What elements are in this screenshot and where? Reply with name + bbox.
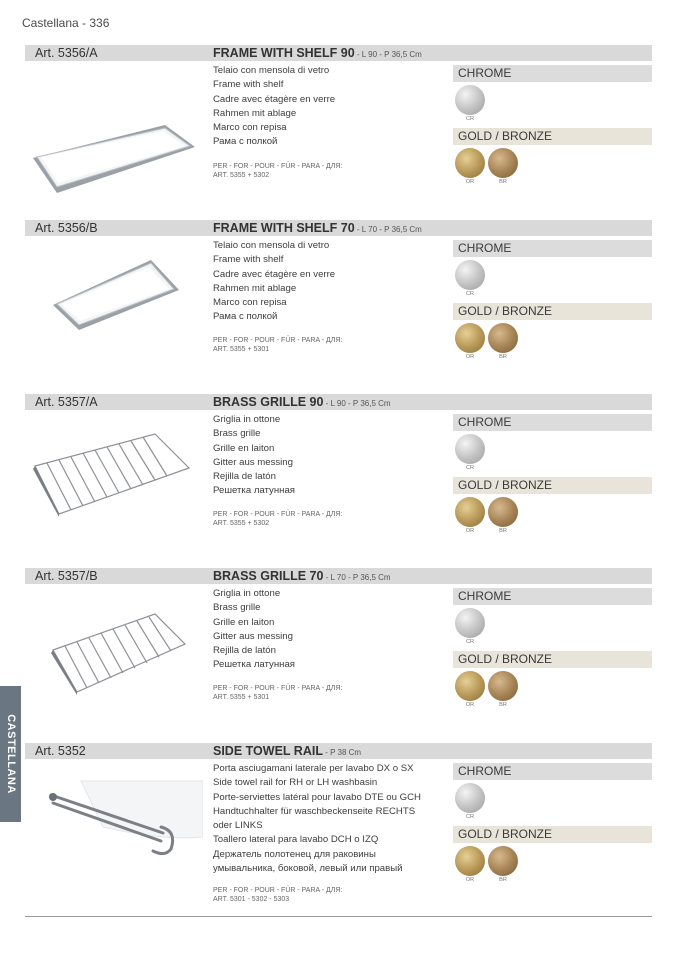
product-title: BRASS GRILLE 70 - L 70 - P 36,5 Cm — [213, 569, 391, 583]
product-description: Telaio con mensola di vetro Frame with shelf Cadre avec étagère en verre Rahmen mit ablage Marco con repisa Рама с полкой — [213, 65, 336, 148]
article-number: Art. 5357/A — [35, 395, 98, 409]
product-description: Griglia in ottone Brass grille Grille en laiton Gitter aus messing Rejilla de latón Решетка латунная — [213, 588, 295, 671]
side-tab-label: CASTELLANA — [4, 714, 17, 794]
product-description: Griglia in ottone Brass grille Grille en laiton Gitter aus messing Rejilla de latón Решетка латунная — [213, 414, 295, 497]
finish-gold-bronze-heading: GOLD / BRONZE — [453, 477, 652, 494]
article-number: Art. 5352 — [35, 744, 86, 758]
product-dimensions: - L 70 - P 36,5 Cm — [323, 573, 391, 582]
finish-chrome-heading: CHROME — [453, 763, 652, 780]
finish-options — [453, 414, 652, 538]
product-title: FRAME WITH SHELF 90 - L 90 - P 36,5 Cm — [213, 46, 422, 60]
finish-gold-bronze-heading: GOLD / BRONZE — [453, 651, 652, 668]
chrome-swatch[interactable] — [455, 85, 485, 115]
glass-shelf-frame-icon — [27, 83, 197, 193]
product-5356-b — [25, 220, 652, 390]
finish-gold-bronze-heading: GOLD / BRONZE — [453, 826, 652, 843]
article-number: Art. 5357/B — [35, 569, 98, 583]
product-dimensions: - P 38 Cm — [322, 748, 362, 757]
product-5357-b — [25, 568, 652, 738]
gold-swatch-label: OR — [465, 528, 475, 534]
bronze-swatch-label: BR — [499, 877, 507, 883]
finish-options — [453, 588, 652, 712]
chrome-swatch-label: CR — [465, 465, 475, 471]
bronze-swatch-label: BR — [499, 702, 507, 708]
bronze-swatch[interactable] — [488, 846, 518, 876]
bronze-swatch[interactable] — [488, 671, 518, 701]
product-description: Telaio con mensola di vetro Frame with shelf Cadre avec étagère en verre Rahmen mit ablage Marco con repisa Рама с полкой — [213, 240, 336, 323]
finish-chrome-heading: CHROME — [453, 65, 652, 82]
finish-gold-bronze-heading: GOLD / BRONZE — [453, 303, 652, 320]
bronze-swatch-label: BR — [499, 354, 507, 360]
chrome-swatch-label: CR — [465, 291, 475, 297]
glass-shelf-frame-icon — [27, 250, 187, 335]
chrome-swatch[interactable] — [455, 783, 485, 813]
finish-options — [453, 763, 652, 887]
gold-swatch[interactable] — [455, 323, 485, 353]
finish-chrome-heading: CHROME — [453, 240, 652, 257]
product-dimensions: - L 70 - P 36,5 Cm — [354, 225, 422, 234]
footer-divider — [25, 916, 652, 917]
compatibility-note: PER - FOR - POUR - FÜR - PARA - ДЛЯ: ART. 5355 + 5301 — [213, 685, 343, 701]
chrome-swatch[interactable] — [455, 608, 485, 638]
finish-chrome-heading: CHROME — [453, 414, 652, 431]
gold-swatch-label: OR — [465, 354, 475, 360]
gold-swatch[interactable] — [455, 148, 485, 178]
compatibility-note: PER - FOR - POUR - FÜR - PARA - ДЛЯ: ART. 5301 - 5302 - 5303 — [213, 887, 343, 903]
gold-swatch[interactable] — [455, 846, 485, 876]
finish-options — [453, 240, 652, 364]
gold-swatch[interactable] — [455, 671, 485, 701]
finish-chrome-heading: CHROME — [453, 588, 652, 605]
chrome-swatch-label: CR — [465, 814, 475, 820]
article-number: Art. 5356/A — [35, 46, 98, 60]
finish-gold-bronze-heading: GOLD / BRONZE — [453, 128, 652, 145]
gold-swatch-label: OR — [465, 702, 475, 708]
product-title: SIDE TOWEL RAIL - P 38 Cm — [213, 744, 362, 758]
bronze-swatch-label: BR — [499, 528, 507, 534]
gold-swatch-label: OR — [465, 179, 475, 185]
chrome-swatch[interactable] — [455, 260, 485, 290]
chrome-swatch[interactable] — [455, 434, 485, 464]
gold-swatch-label: OR — [465, 877, 475, 883]
product-dimensions: - L 90 - P 36,5 Cm — [323, 399, 391, 408]
product-5352 — [25, 743, 652, 913]
chrome-swatch-label: CR — [465, 639, 475, 645]
product-title: BRASS GRILLE 90 - L 90 - P 36,5 Cm — [213, 395, 391, 409]
compatibility-note: PER - FOR - POUR - FÜR - PARA - ДЛЯ: ART. 5355 + 5301 — [213, 337, 343, 353]
bronze-swatch[interactable] — [488, 148, 518, 178]
side-tab — [0, 686, 21, 822]
product-title: FRAME WITH SHELF 70 - L 70 - P 36,5 Cm — [213, 221, 422, 235]
compatibility-note: PER - FOR - POUR - FÜR - PARA - ДЛЯ: ART. 5355 + 5302 — [213, 511, 343, 527]
page-header: Castellana - 336 — [22, 16, 110, 30]
compatibility-note: PER - FOR - POUR - FÜR - PARA - ДЛЯ: ART. 5355 + 5302 — [213, 163, 343, 179]
chrome-swatch-label: CR — [465, 116, 475, 122]
product-5357-a — [25, 394, 652, 564]
bronze-swatch-label: BR — [499, 179, 507, 185]
product-description: Porta asciugamani laterale per lavabo DX o SX Side towel rail for RH or LH washbasin Porte-serviettes latéral pour lavabo DTE ou GCH Handtuchhalter für waschbeckenseite RECHTS oder LINKS Toallero lateral para lavabo DCH o IZQ Держатель полотенец для раковины умывальника, боковой, левый или правый — [213, 763, 421, 875]
product-dimensions: - L 90 - P 36,5 Cm — [354, 50, 422, 59]
product-5356-a — [25, 45, 652, 215]
brass-grille-icon — [27, 602, 197, 697]
article-number: Art. 5356/B — [35, 221, 98, 235]
bronze-swatch[interactable] — [488, 323, 518, 353]
finish-options — [453, 65, 652, 189]
bronze-swatch[interactable] — [488, 497, 518, 527]
brass-grille-icon — [27, 424, 197, 519]
towel-rail-icon — [43, 775, 203, 865]
gold-swatch[interactable] — [455, 497, 485, 527]
